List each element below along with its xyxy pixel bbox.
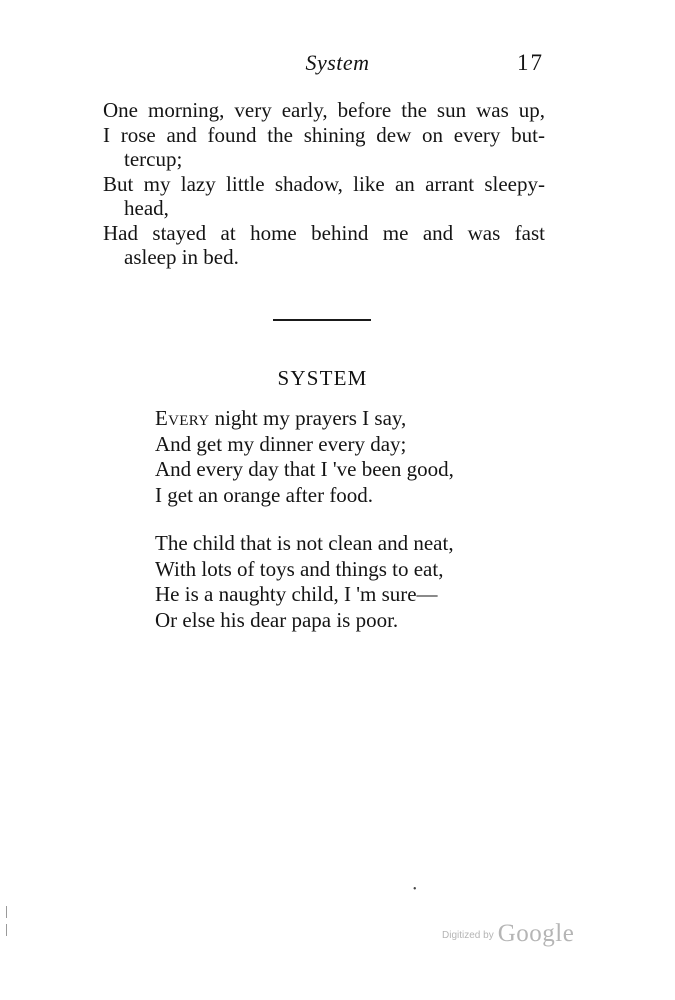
verse-line: I rose and found the shining dew on every but- <box>103 122 545 147</box>
scan-edge-mark <box>6 906 7 918</box>
scan-edge-mark <box>6 924 7 936</box>
stanza <box>155 531 454 633</box>
page-number: 17 <box>517 50 544 75</box>
stanza-line: Or else his dear papa is poor. <box>155 607 399 632</box>
stanza-line: With lots of toys and things to eat, <box>155 556 444 581</box>
verse-line-continuation: asleep in bed. <box>124 245 239 269</box>
stanza-line <box>155 406 454 432</box>
stanza-line: And every day that I 've been good, <box>155 457 454 481</box>
stanza-first-word: Every <box>155 406 210 430</box>
running-title: System <box>305 50 370 75</box>
section-divider-rule <box>273 319 371 321</box>
digitization-watermark <box>442 920 574 948</box>
verse-line-continuation: tercup; <box>124 147 183 171</box>
stanza-line: He is a naughty child, I 'm sure— <box>155 582 438 606</box>
stanza-line: The child that is not clean and neat, <box>155 531 454 555</box>
previous-poem-ending <box>103 98 545 270</box>
poem-title: SYSTEM <box>277 366 368 390</box>
stanza-first-line-rest: night my prayers I say, <box>209 406 407 430</box>
scan-speck: • <box>413 884 417 895</box>
running-head <box>0 50 675 80</box>
watermark-brand: Google <box>497 920 575 947</box>
stanza-line: I get an orange after food. <box>155 482 374 507</box>
verse-line-continuation: head, <box>124 196 169 220</box>
verse-line: One morning, very early, before the sun was up, <box>103 98 545 122</box>
stanza-line: And get my dinner every day; <box>155 431 407 456</box>
watermark-prefix: Digitized by <box>442 930 494 941</box>
stanza <box>155 406 454 508</box>
verse-line: But my lazy little shadow, like an arrant sleepy- <box>103 171 545 196</box>
verse-line: Had stayed at home behind me and was fast <box>103 220 545 245</box>
